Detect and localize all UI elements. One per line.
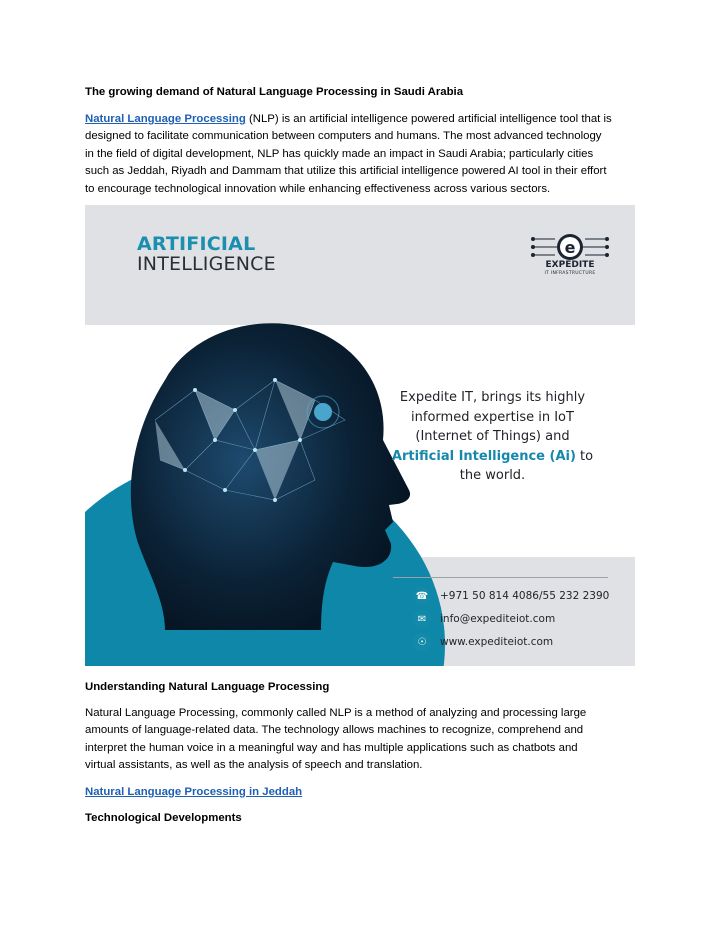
ai-banner-image — [85, 205, 635, 666]
intro-line5: to encourage technological innovation while enhancing effectiveness across various sectors. — [85, 182, 551, 195]
globe-icon: ☉ — [413, 633, 431, 651]
logo-subtitle: IT INFRASTRUCTURE — [544, 271, 596, 276]
email-icon: ✉ — [413, 610, 431, 628]
contact-phone — [413, 586, 609, 606]
tagline-line3: (Internet of Things) and — [415, 429, 570, 444]
email-text: info@expediteiot.com — [440, 613, 556, 625]
intro-paragraph — [85, 111, 637, 198]
tagline-line5: the world. — [459, 468, 526, 483]
section-understanding — [85, 679, 637, 827]
nlp-link[interactable]: Natural Language Processing — [85, 113, 246, 125]
phone-text: +971 50 814 4086/55 232 2390 — [440, 590, 610, 602]
contact-divider — [393, 577, 608, 578]
understanding-line2: amounts of language-related data. The technology allows machines to recognize, comprehend and — [85, 724, 584, 737]
tagline-line2: informed expertise in IoT — [411, 409, 574, 425]
intro-line1-rest: (NLP) is an artificial intelligence powered artificial intelligence tool that is — [245, 113, 612, 125]
understanding-line1: Natural Language Processing, commonly called NLP is a method of analyzing and processing large — [85, 707, 587, 719]
intro-line4: such as Jeddah, Riyadh and Dammam that utilize this artificial intelligence powered AI tool in their effort — [85, 165, 607, 178]
nlp-jeddah-link[interactable]: Natural Language Processing in Jeddah — [85, 785, 303, 798]
website-text: www.expediteiot.com — [440, 636, 554, 648]
tagline-line1: Expedite IT, brings its highly — [399, 390, 586, 405]
banner-title-artificial: ARTIFICIAL — [137, 233, 256, 255]
contact-website — [413, 632, 553, 652]
intro-line3: in the field of digital development, NLP has quickly made an impact in Saudi Arabia; particularly cities — [85, 147, 594, 160]
phone-icon: ☎ — [413, 587, 431, 605]
logo-name: EXPEDITE — [545, 260, 595, 270]
contact-email — [413, 609, 555, 629]
heading-demand: The growing demand of Natural Language Processing in Saudi Arabia — [85, 86, 464, 98]
section-intro — [85, 84, 637, 198]
intro-line2: designed to facilitate communication between computers and humans. The most advanced technology — [85, 130, 602, 143]
heading-tech-developments: Technological Developments — [85, 812, 242, 825]
tagline-after-highlight: to — [575, 448, 594, 464]
understanding-line3: interpret the human voice in a meaningful way and has multiple applications such as chatbots and — [85, 741, 578, 754]
tagline-highlight: Artificial Intelligence (Ai) — [391, 448, 576, 464]
banner-title-intelligence: INTELLIGENCE — [137, 253, 276, 275]
svg-text:e: e — [564, 238, 576, 257]
understanding-paragraph — [85, 705, 637, 775]
ai-head-silhouette-icon — [125, 300, 425, 630]
heading-understanding: Understanding Natural Language Processing — [85, 681, 330, 693]
understanding-line4: virtual assistants, as well as the analysis of speech and translation. — [85, 759, 423, 772]
banner-tagline — [385, 388, 600, 486]
